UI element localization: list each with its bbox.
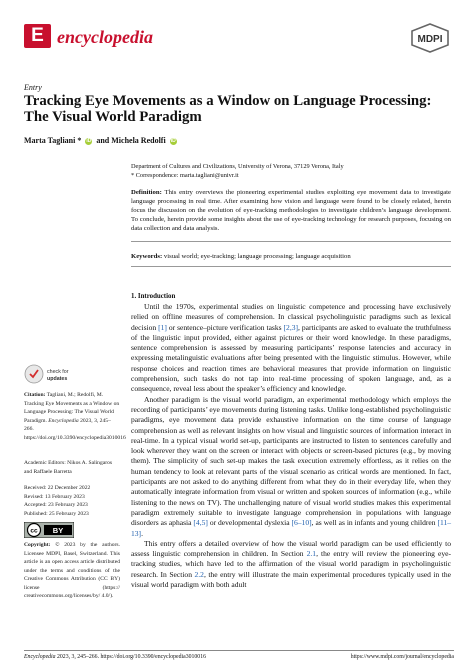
copyright-label: Copyright: bbox=[24, 542, 51, 548]
author-list bbox=[24, 136, 179, 145]
accepted-date: Accepted: 23 February 2023 bbox=[24, 502, 88, 508]
check-label: check for bbox=[47, 369, 69, 375]
orcid-icon[interactable]: iD bbox=[170, 138, 176, 144]
academic-editors: Academic Editors: Nikos A. Salingaros and Raffaele Barretta bbox=[24, 460, 113, 475]
publisher-name: MDPI bbox=[417, 34, 443, 45]
dates bbox=[24, 484, 120, 518]
divider bbox=[131, 266, 451, 267]
section-link[interactable]: 2.2 bbox=[194, 569, 204, 579]
footer-journal-link[interactable]: https://www.mdpi.com/journal/encyclopedia bbox=[350, 654, 454, 660]
affiliation: Department of Cultures and Civilizations, University of Verona, 37129 Verona, Italy bbox=[131, 163, 344, 170]
section-heading: 1. Introduction bbox=[131, 293, 176, 300]
author-name[interactable]: Michela Redolfi bbox=[111, 136, 166, 145]
definition-label: Definition: bbox=[131, 189, 162, 196]
citation-doi[interactable]: 2023, 3, 245–266. https://doi.org/10.3390/encyclopedia3010016 bbox=[24, 417, 126, 441]
paragraph: Another paradigm is the visual world paradigm, an experimental methodology which employs the recording of participants’ eye movements during listening tasks. Unlike long-established psycholinguistic paradigms, eye movement data provide exhaustive information on the time course of language comprehension as well as relevant insights on how visual and linguistic sources of information interact in real-time. In a typical visual world set-up, participants are instructed to listen to sentences carefully and look wherever they want on the screen or interact with objects or screen-based pictures (e.g., by moving them). The simplicity of such set-up makes the task execution extremely effortless, as it relies on the human tendency to look at relevant parts of the visual scenario as critical words are mentioned. In fact, participants are not asked to do anything different from what they do in their everyday life, when they automatically integrate information from visual or written and spoken sources of information (e.g., while listening to the news on TV). The unchallenging nature of visual world studies makes this experimental paradigm extremely suitable to investigate language comprehension in populations with language disorders as aphasia [4,5] or developmental dyslexia [6–10], as well as in infants and young children [11–13]. bbox=[131, 394, 451, 538]
author-separator: and bbox=[96, 136, 112, 145]
citation-link[interactable]: [1] bbox=[158, 322, 167, 332]
keywords bbox=[131, 252, 451, 261]
citation-link[interactable]: [6–10] bbox=[291, 518, 312, 528]
received-date: Received: 22 December 2022 bbox=[24, 485, 91, 491]
footer-divider bbox=[24, 650, 454, 651]
divider bbox=[131, 241, 451, 242]
definition bbox=[131, 188, 451, 233]
citation-link[interactable]: [2,3] bbox=[283, 322, 298, 332]
citation-link[interactable]: [11–13] bbox=[131, 518, 451, 538]
article-type: Entry bbox=[24, 83, 42, 92]
updates-label: updates bbox=[47, 376, 68, 382]
keywords-label: Keywords: bbox=[131, 253, 163, 260]
published-date: Published: 25 February 2023 bbox=[24, 510, 89, 517]
paragraph: This entry offers a detailed overview of how the visual world paradigm can be used efficiently to assess linguistic comprehension in children. In Section 2.1, the entry will review the pioneering eye-tracking studies, which have led to the affirmation of the visual world paradigm in psycholinguistic research. In Section 2.2, the entry will illustrate the main experimental procedures typically used in the visual world paradigm with both adult bbox=[131, 538, 452, 590]
check-for-updates-button[interactable] bbox=[24, 363, 100, 385]
section-link[interactable]: 2.1 bbox=[306, 549, 317, 559]
journal-name[interactable]: encyclopedia bbox=[57, 27, 153, 47]
paragraph: Until the 1970s, experimental studies on linguistic competence and processing have exclusively relied on offline measures of comprehension. In classical psycholinguistic paradigms such as lexical decision [1] or sentence–picture verification tasks [2,3], participants are asked to evaluate the truthfulness of the linguistic input provided, either against pictures or their word knowledge. In these paradigms, sentence comprehension is assessed by measuring participants’ response latencies and accuracy in expressing metalinguistic evaluations after being presented with the linguistic stimulus. However, while response choices and reaction times are behavioral measures that provide information on linguistic comprehension, such tasks do not tap into real-time processing of spoken language, and, as a consequence, reveal less about the speaker’s efficiency and knowledge. bbox=[131, 302, 451, 394]
citation-journal: Encyclopedia bbox=[48, 417, 79, 424]
citation-link[interactable]: [4,5] bbox=[193, 518, 208, 528]
mdpi-logo[interactable] bbox=[408, 22, 452, 54]
by-label: BY bbox=[52, 525, 64, 535]
copyright-notice: Copyright: © 2023 by the authors. Licensee MDPI, Basel, Switzerland. This article is an open access article distributed under the terms and conditions of the Creative Commons Attribution (CC BY) license (https:// creativecommons.org/licenses/by/ 4.0/). bbox=[24, 542, 120, 599]
cc-by-license-badge[interactable] bbox=[24, 522, 74, 538]
keywords-text: visual world; eye-tracking; language processing; language acquisition bbox=[162, 253, 351, 260]
footer-doi-link[interactable]: 2023, 3, 245–266. https://doi.org/10.3390/encyclopedia3010016 bbox=[55, 654, 206, 660]
footer-citation: Encyclopedia 2023, 3, 245–266. https://doi.org/10.3390/encyclopedia3010016 bbox=[24, 654, 206, 660]
revised-date: Revised: 13 February 2023 bbox=[24, 493, 85, 500]
check-updates-icon bbox=[25, 365, 43, 383]
affiliations bbox=[131, 163, 461, 180]
body-text bbox=[131, 302, 451, 590]
article-title: Tracking Eye Movements as a Window on Language Processing: The Visual World Paradigm bbox=[24, 93, 432, 125]
citation-label: Citation: bbox=[24, 392, 46, 398]
definition-text: This entry overviews the pioneering experimental studies exploiting eye movement data to investigate language processing in real time. After examining how vision and language were found to be closely related, herein focus the discussion on the evolution of eye-tracking methodologies to investigate children’s language development. To conclude, herein provide some insights about the use of eye-tracking technology for research purposes, focusing on data collection and data analysis. bbox=[131, 189, 451, 232]
citation-block: Citation: Tagliani, M.; Redolfi, M. Tracking Eye Movements as a Window on Language Processing: The Visual World Paradigm. Encyclopedia 2023, 3, 245–266. https://doi.org/10.3390/encyclopedia3010016 bbox=[24, 392, 126, 441]
cc-label: cc bbox=[30, 527, 38, 535]
journal-logo[interactable]: E bbox=[24, 24, 51, 48]
correspondence: * Correspondence: marta.tagliani@univr.it bbox=[131, 171, 239, 179]
corresponding-mark: * bbox=[77, 136, 82, 145]
orcid-icon[interactable]: iD bbox=[86, 138, 92, 144]
author-name[interactable]: Marta Tagliani bbox=[24, 136, 76, 145]
